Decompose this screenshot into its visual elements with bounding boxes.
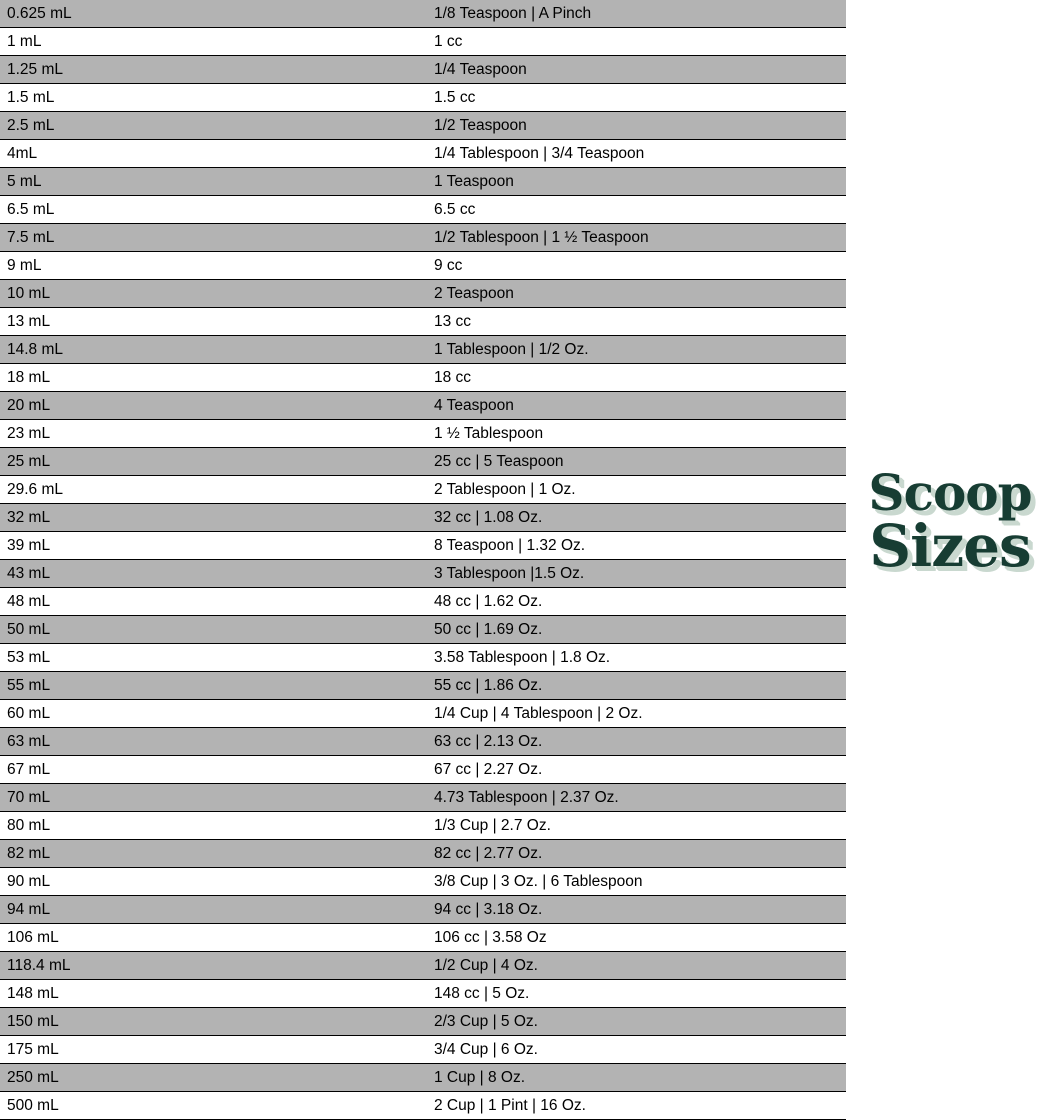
- cell-milliliters: 106 mL: [0, 924, 427, 952]
- cell-milliliters: 10 mL: [0, 280, 427, 308]
- cell-milliliters: 18 mL: [0, 364, 427, 392]
- cell-milliliters: 20 mL: [0, 392, 427, 420]
- cell-milliliters: 29.6 mL: [0, 476, 427, 504]
- table-row: [0, 84, 846, 112]
- cell-equivalent: 6.5 cc: [427, 196, 846, 224]
- cell-equivalent: 13 cc: [427, 308, 846, 336]
- cell-equivalent: 1/2 Cup | 4 Oz.: [427, 952, 846, 980]
- cell-equivalent: 82 cc | 2.77 Oz.: [427, 840, 846, 868]
- cell-equivalent: 1/4 Tablespoon | 3/4 Teaspoon: [427, 140, 846, 168]
- cell-milliliters: 60 mL: [0, 700, 427, 728]
- cell-milliliters: 1.25 mL: [0, 56, 427, 84]
- cell-equivalent: 1/2 Tablespoon | 1 ½ Teaspoon: [427, 224, 846, 252]
- cell-milliliters: 80 mL: [0, 812, 427, 840]
- table-row: [0, 616, 846, 644]
- cell-milliliters: 9 mL: [0, 252, 427, 280]
- table-row: [0, 0, 846, 28]
- cell-equivalent: 1 ½ Tablespoon: [427, 420, 846, 448]
- table-row: [0, 476, 846, 504]
- table-row: [0, 644, 846, 672]
- table-row: [0, 252, 846, 280]
- cell-milliliters: 48 mL: [0, 588, 427, 616]
- cell-milliliters: 1.5 mL: [0, 84, 427, 112]
- cell-milliliters: 53 mL: [0, 644, 427, 672]
- cell-equivalent: 3/8 Cup | 3 Oz. | 6 Tablespoon: [427, 868, 846, 896]
- cell-equivalent: 32 cc | 1.08 Oz.: [427, 504, 846, 532]
- cell-milliliters: 13 mL: [0, 308, 427, 336]
- cell-equivalent: 3/4 Cup | 6 Oz.: [427, 1036, 846, 1064]
- table-row: [0, 728, 846, 756]
- cell-milliliters: 82 mL: [0, 840, 427, 868]
- cell-equivalent: 1/4 Cup | 4 Tablespoon | 2 Oz.: [427, 700, 846, 728]
- table-row: [0, 112, 846, 140]
- table-row: [0, 196, 846, 224]
- cell-milliliters: 175 mL: [0, 1036, 427, 1064]
- table-row: [0, 840, 846, 868]
- table-row: [0, 952, 846, 980]
- cell-milliliters: 1 mL: [0, 28, 427, 56]
- cell-milliliters: 0.625 mL: [0, 0, 427, 28]
- logo-line-scoop: Scoop: [868, 463, 1032, 522]
- cell-equivalent: 94 cc | 3.18 Oz.: [427, 896, 846, 924]
- cell-equivalent: 148 cc | 5 Oz.: [427, 980, 846, 1008]
- cell-equivalent: 1/3 Cup | 2.7 Oz.: [427, 812, 846, 840]
- cell-milliliters: 500 mL: [0, 1092, 427, 1120]
- cell-milliliters: 55 mL: [0, 672, 427, 700]
- cell-equivalent: 18 cc: [427, 364, 846, 392]
- cell-milliliters: 148 mL: [0, 980, 427, 1008]
- logo-line-sizes: Sizes: [869, 512, 1031, 580]
- table-row: [0, 364, 846, 392]
- cell-milliliters: 25 mL: [0, 448, 427, 476]
- cell-milliliters: 4mL: [0, 140, 427, 168]
- cell-milliliters: 94 mL: [0, 896, 427, 924]
- table-row: [0, 1008, 846, 1036]
- cell-milliliters: 63 mL: [0, 728, 427, 756]
- cell-equivalent: 1 Cup | 8 Oz.: [427, 1064, 846, 1092]
- table-row: [0, 504, 846, 532]
- table-row: [0, 1092, 846, 1120]
- cell-milliliters: 6.5 mL: [0, 196, 427, 224]
- cell-equivalent: 1 Tablespoon | 1/2 Oz.: [427, 336, 846, 364]
- cell-equivalent: 67 cc | 2.27 Oz.: [427, 756, 846, 784]
- table-row: [0, 756, 846, 784]
- cell-milliliters: 7.5 mL: [0, 224, 427, 252]
- cell-equivalent: 2 Cup | 1 Pint | 16 Oz.: [427, 1092, 846, 1120]
- table-row: [0, 532, 846, 560]
- table-row: [0, 980, 846, 1008]
- cell-milliliters: 118.4 mL: [0, 952, 427, 980]
- cell-milliliters: 150 mL: [0, 1008, 427, 1036]
- table-row: [0, 868, 846, 896]
- cell-equivalent: 1 cc: [427, 28, 846, 56]
- cell-equivalent: 1/8 Teaspoon | A Pinch: [427, 0, 846, 28]
- cell-equivalent: 55 cc | 1.86 Oz.: [427, 672, 846, 700]
- cell-milliliters: 250 mL: [0, 1064, 427, 1092]
- cell-milliliters: 70 mL: [0, 784, 427, 812]
- table-row: [0, 588, 846, 616]
- table-row: [0, 392, 846, 420]
- cell-equivalent: 2 Teaspoon: [427, 280, 846, 308]
- table-row: [0, 280, 846, 308]
- table-row: [0, 448, 846, 476]
- cell-milliliters: 2.5 mL: [0, 112, 427, 140]
- cell-equivalent: 1/2 Teaspoon: [427, 112, 846, 140]
- table-row: [0, 784, 846, 812]
- cell-equivalent: 1.5 cc: [427, 84, 846, 112]
- cell-milliliters: 5 mL: [0, 168, 427, 196]
- table-row: [0, 896, 846, 924]
- cell-equivalent: 25 cc | 5 Teaspoon: [427, 448, 846, 476]
- table-row: [0, 28, 846, 56]
- table-row: [0, 224, 846, 252]
- cell-equivalent: 106 cc | 3.58 Oz: [427, 924, 846, 952]
- cell-equivalent: 8 Teaspoon | 1.32 Oz.: [427, 532, 846, 560]
- table-row: [0, 140, 846, 168]
- table-row: [0, 700, 846, 728]
- cell-milliliters: 39 mL: [0, 532, 427, 560]
- cell-equivalent: 4.73 Tablespoon | 2.37 Oz.: [427, 784, 846, 812]
- table-row: [0, 1064, 846, 1092]
- table-row: [0, 560, 846, 588]
- cell-milliliters: 14.8 mL: [0, 336, 427, 364]
- table-row: [0, 420, 846, 448]
- scoop-sizes-logo: [850, 463, 1050, 610]
- cell-equivalent: 1 Teaspoon: [427, 168, 846, 196]
- table-row: [0, 924, 846, 952]
- cell-milliliters: 32 mL: [0, 504, 427, 532]
- cell-equivalent: 63 cc | 2.13 Oz.: [427, 728, 846, 756]
- cell-equivalent: 48 cc | 1.62 Oz.: [427, 588, 846, 616]
- table-row: [0, 168, 846, 196]
- table-row: [0, 308, 846, 336]
- table-row: [0, 672, 846, 700]
- cell-equivalent: 3.58 Tablespoon | 1.8 Oz.: [427, 644, 846, 672]
- table-row: [0, 56, 846, 84]
- table-row: [0, 812, 846, 840]
- cell-equivalent: 2 Tablespoon | 1 Oz.: [427, 476, 846, 504]
- cell-milliliters: 50 mL: [0, 616, 427, 644]
- cell-milliliters: 90 mL: [0, 868, 427, 896]
- cell-equivalent: 1/4 Teaspoon: [427, 56, 846, 84]
- cell-milliliters: 23 mL: [0, 420, 427, 448]
- table-row: [0, 1036, 846, 1064]
- cell-equivalent: 50 cc | 1.69 Oz.: [427, 616, 846, 644]
- table-row: [0, 336, 846, 364]
- cell-equivalent: 4 Teaspoon: [427, 392, 846, 420]
- cell-milliliters: 67 mL: [0, 756, 427, 784]
- cell-equivalent: 3 Tablespoon |1.5 Oz.: [427, 560, 846, 588]
- cell-equivalent: 9 cc: [427, 252, 846, 280]
- cell-equivalent: 2/3 Cup | 5 Oz.: [427, 1008, 846, 1036]
- cell-milliliters: 43 mL: [0, 560, 427, 588]
